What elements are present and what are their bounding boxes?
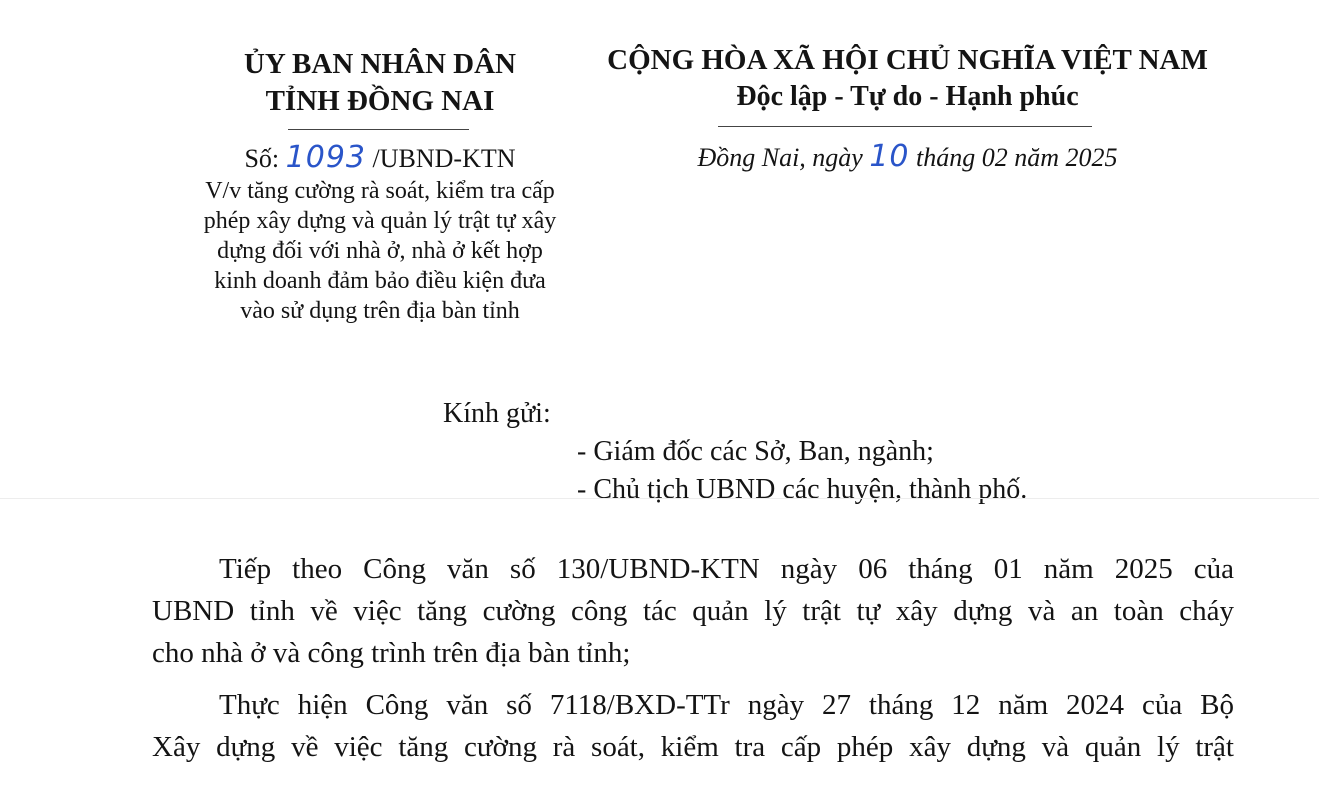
body-paragraph-1 bbox=[152, 548, 1234, 674]
body-line: UBND tỉnh về việc tăng cường công tác quản lý trật tự xây dựng và an toàn cháy bbox=[152, 595, 1234, 627]
handwritten-day: 10 bbox=[869, 139, 910, 174]
subject-line: dựng đối với nhà ở, nhà ở kết hợp bbox=[217, 238, 543, 264]
issuing-agency bbox=[150, 46, 610, 120]
subject-line: vào sử dụng trên địa bàn tỉnh bbox=[240, 298, 520, 324]
agency-line-1: ỦY BAN NHÂN DÂN bbox=[243, 48, 516, 80]
body-line: cho nhà ở và công trình trên địa bàn tỉnh; bbox=[152, 637, 631, 669]
body-paragraph-2 bbox=[152, 684, 1234, 768]
agency-underline bbox=[288, 129, 469, 130]
national-header bbox=[575, 42, 1240, 115]
body-line: Tiếp theo Công văn số 130/UBND-KTN ngày 06 tháng 01 năm 2025 của bbox=[219, 553, 1234, 585]
subject-line: kinh doanh đảm bảo điều kiện đưa bbox=[214, 268, 546, 294]
recipient-item: - Giám đốc các Sở, Ban, ngành; bbox=[577, 436, 934, 467]
addressee-label: Kính gửi: bbox=[443, 398, 551, 429]
document-subject bbox=[150, 176, 610, 326]
scan-seam-divider bbox=[0, 498, 1319, 499]
nation-title: CỘNG HÒA XÃ HỘI CHỦ NGHĨA VIỆT NAM bbox=[607, 44, 1208, 76]
recipient-item: - Chủ tịch UBND các huyện, thành phố. bbox=[577, 474, 1028, 505]
body-line: Xây dựng về việc tăng cường rà soát, kiểm tra cấp phép xây dựng và quản lý trật bbox=[152, 731, 1234, 763]
handwritten-document-number: 1093 bbox=[285, 140, 367, 175]
document-number-suffix: /UBND-KTN bbox=[372, 144, 516, 173]
motto-underline bbox=[718, 126, 1092, 127]
agency-line-2: TỈNH ĐỒNG NAI bbox=[265, 85, 495, 117]
document-date bbox=[575, 138, 1240, 177]
document-number-prefix: Số: bbox=[244, 144, 280, 173]
subject-line: V/v tăng cường rà soát, kiểm tra cấp bbox=[205, 178, 555, 204]
document-number bbox=[150, 140, 610, 177]
national-motto: Độc lập - Tự do - Hạnh phúc bbox=[736, 81, 1079, 112]
document-body bbox=[152, 548, 1234, 768]
body-line: Thực hiện Công văn số 7118/BXD-TTr ngày 27 tháng 12 năm 2024 của Bộ bbox=[219, 689, 1234, 721]
subject-line: phép xây dựng và quản lý trật tự xây bbox=[203, 208, 557, 234]
date-place-prefix: Đồng Nai, ngày bbox=[697, 143, 863, 172]
date-month-year: tháng 02 năm 2025 bbox=[916, 143, 1118, 172]
